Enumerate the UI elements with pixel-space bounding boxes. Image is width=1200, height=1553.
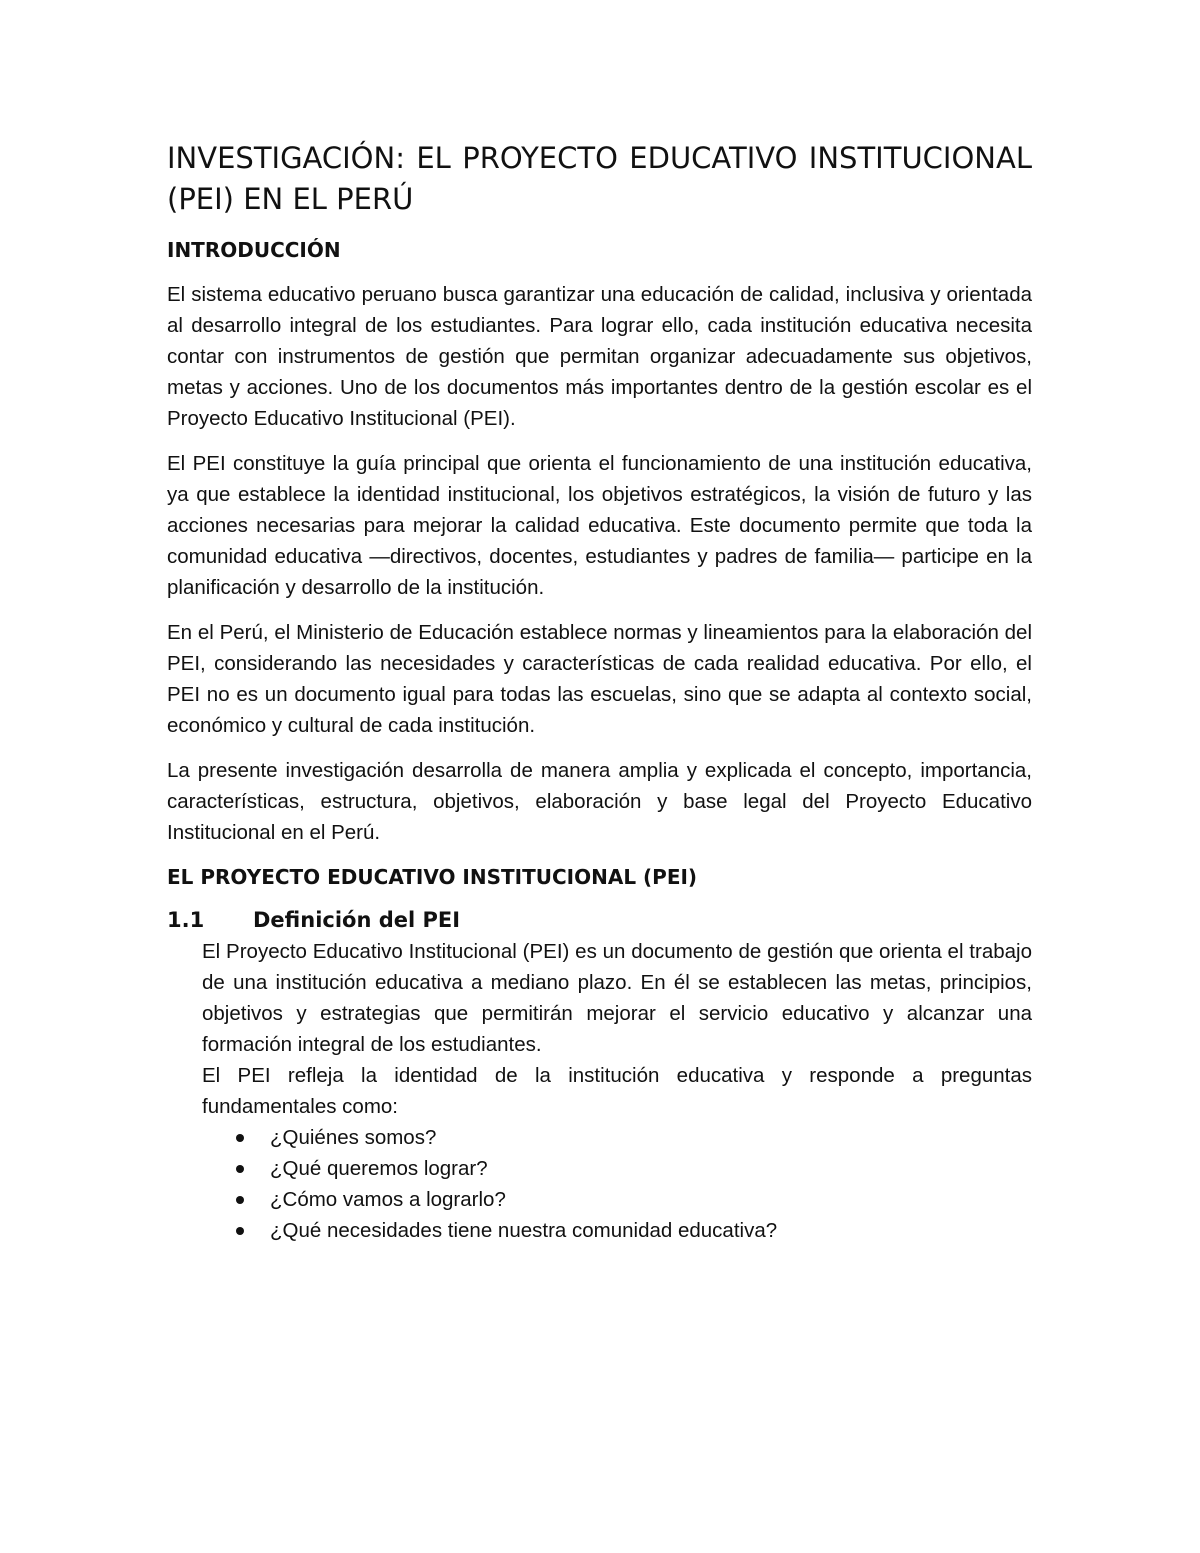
bullet-icon — [236, 1196, 244, 1204]
definition-paragraph-2: El PEI refleja la identidad de la institución educativa y responde a preguntas fundamentales como: — [202, 1064, 1032, 1118]
subsection-heading — [167, 906, 1032, 934]
list-item: ¿Cómo vamos a lograrlo? — [202, 1184, 1032, 1215]
list-item: ¿Qué necesidades tiene nuestra comunidad educativa? — [202, 1215, 1032, 1246]
subsection-title: Definición del PEI — [253, 908, 461, 932]
intro-heading: INTRODUCCIÓN — [167, 238, 341, 262]
section-heading: EL PROYECTO EDUCATIVO INSTITUCIONAL (PEI) — [167, 865, 698, 889]
list-item: ¿Quiénes somos? — [202, 1122, 1032, 1153]
bullet-icon — [236, 1165, 244, 1173]
intro-paragraph-1: El sistema educativo peruano busca garantizar una educación de calidad, inclusiva y orientada al desarrollo integral de los estudiantes. Para lograr ello, cada institución educativa necesita contar con instrumentos de gestión que permitan organizar adecuadamente sus objetivos, metas y acciones. Uno de los documentos más importantes dentro de la gestión escolar es el Proyecto Educativo Institucional (PEI). — [167, 283, 1032, 430]
document-title: INVESTIGACIÓN: EL PROYECTO EDUCATIVO INSTITUCIONAL (PEI) EN EL PERÚ — [167, 141, 1032, 216]
subsection-number: 1.1 — [167, 908, 205, 932]
subsection-body — [202, 936, 1032, 1246]
document-page — [167, 138, 1032, 1246]
intro-paragraph-4: La presente investigación desarrolla de manera amplia y explicada el concepto, importancia, características, estructura, objetivos, elaboración y base legal del Proyecto Educativo Institucional en el Perú. — [167, 759, 1032, 844]
intro-paragraph-3: En el Perú, el Ministerio de Educación establece normas y lineamientos para la elaboración del PEI, considerando las necesidades y características de cada realidad educativa. Por ello, el PEI no es un documento igual para todas las escuelas, sino que se adapta al contexto social, económico y cultural de cada institución. — [167, 621, 1032, 737]
list-item: ¿Qué queremos lograr? — [202, 1153, 1032, 1184]
definition-paragraph-1: El Proyecto Educativo Institucional (PEI) es un documento de gestión que orienta el trabajo de una institución educativa a mediano plazo. En él se establecen las metas, principios, objetivos y estrategias que permitirán mejorar el servicio educativo y alcanzar una formación integral de los estudiantes. — [202, 940, 1032, 1056]
question-list — [202, 1122, 1032, 1246]
intro-paragraph-2: El PEI constituye la guía principal que orienta el funcionamiento de una institución educativa, ya que establece la identidad institucional, los objetivos estratégicos, la visión de futuro y las acciones necesarias para mejorar la calidad educativa. Este documento permite que toda la comunidad educativa —directivos, docentes, estudiantes y padres de familia— participe en la planificación y desarrollo de la institución. — [167, 452, 1032, 599]
bullet-icon — [236, 1227, 244, 1235]
bullet-icon — [236, 1134, 244, 1142]
